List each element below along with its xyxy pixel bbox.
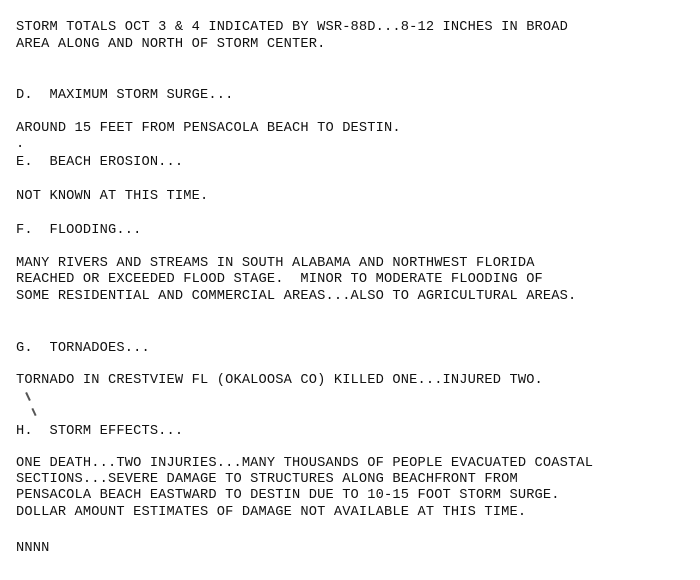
section-f-body-line-3: SOME RESIDENTIAL AND COMMERCIAL AREAS...ALSO TO AGRICULTURAL AREAS. — [16, 289, 577, 304]
section-h-heading: H. STORM EFFECTS... — [16, 424, 184, 439]
section-e-heading: E. BEACH EROSION... — [16, 155, 184, 170]
scan-artifact-mark — [25, 392, 31, 401]
section-d-heading: D. MAXIMUM STORM SURGE... — [16, 88, 234, 103]
section-g-body-line-1: TORNADO IN CRESTVIEW FL (OKALOOSA CO) KILLED ONE...INJURED TWO. — [16, 373, 543, 388]
section-f-heading: F. FLOODING... — [16, 223, 142, 238]
precip-line-2: AREA ALONG AND NORTH OF STORM CENTER. — [16, 37, 326, 52]
section-h-body-line-2: SECTIONS...SEVERE DAMAGE TO STRUCTURES ALONG BEACHFRONT FROM — [16, 472, 518, 487]
stray-dot: . — [16, 137, 25, 152]
section-f-body-line-1: MANY RIVERS AND STREAMS IN SOUTH ALABAMA AND NORTHWEST FLORIDA — [16, 256, 535, 271]
section-h-body-line-4: DOLLAR AMOUNT ESTIMATES OF DAMAGE NOT AVAILABLE AT THIS TIME. — [16, 505, 527, 520]
section-h-body-line-3: PENSACOLA BEACH EASTWARD TO DESTIN DUE TO 10-15 FOOT STORM SURGE. — [16, 488, 560, 503]
end-marker: NNNN — [16, 541, 50, 556]
section-e-body-line-1: NOT KNOWN AT THIS TIME. — [16, 189, 209, 204]
precip-line-1: STORM TOTALS OCT 3 & 4 INDICATED BY WSR-88D...8-12 INCHES IN BROAD — [16, 20, 569, 35]
section-f-body-line-2: REACHED OR EXCEEDED FLOOD STAGE. MINOR TO MODERATE FLOODING OF — [16, 272, 543, 287]
section-h-body-line-1: ONE DEATH...TWO INJURIES...MANY THOUSANDS OF PEOPLE EVACUATED COASTAL — [16, 456, 594, 471]
scan-artifact-mark — [31, 408, 36, 416]
section-g-heading: G. TORNADOES... — [16, 341, 150, 356]
section-d-body-line-1: AROUND 15 FEET FROM PENSACOLA BEACH TO DESTIN. — [16, 121, 401, 136]
